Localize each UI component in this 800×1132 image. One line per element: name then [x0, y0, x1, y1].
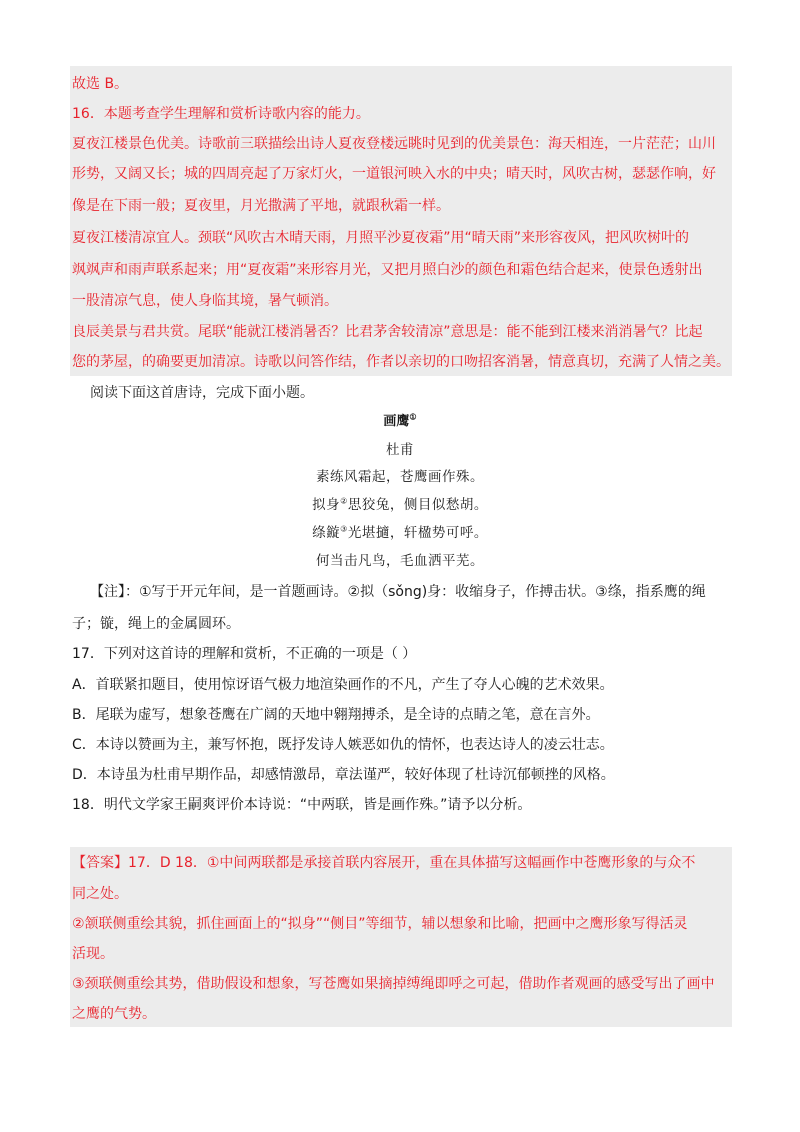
answer-line: 飒飒声和雨声联系起来；用“夏夜霜”来形容月光，又把月照白沙的颜色和霜色结合起来，使景色透射出	[72, 262, 703, 278]
instruction: 阅读下面这首唐诗，完成下面小题。	[90, 385, 314, 401]
question-17: 17．下列对这首诗的理解和赏析，不正确的一项是（ ）	[72, 646, 417, 662]
option-d: D．本诗虽为杜甫早期作品，却感情激昂，章法谨严，较好体现了杜诗沉郁顿挫的风格。	[72, 767, 615, 783]
answer-line: 像是在下雨一般；夏夜里，月光撒满了平地，就跟秋霜一样。	[72, 198, 450, 214]
answer-line: 16．本题考查学生理解和赏析诗歌内容的能力。	[72, 106, 370, 122]
answer-line: 【答案】17．D 18．①中间两联都是承接首联内容展开，重在具体描写这幅画作中苍鹰形象的与众不	[72, 855, 696, 871]
option-a: A．首联紧扣题目，使用惊讶语气极力地渲染画作的不凡，产生了夺人心魄的艺术效果。	[72, 677, 614, 693]
poem-line: 绦鏇③光堪擿，轩楹势可呼。	[312, 524, 488, 541]
answer-line: 故选 B。	[72, 76, 129, 92]
option-b: B．尾联为虚写，想象苍鹰在广阔的天地中翱翔搏杀，是全诗的点睛之笔，意在言外。	[72, 707, 600, 723]
answer-line: 一股清凉气息，使人身临其境，暑气顿消。	[72, 293, 338, 309]
answer-line: 您的茅屋，的确要更加清凉。诗歌以问答作结，作者以亲切的口吻招客消暑，情意真切，充满了人情之美。	[72, 354, 730, 370]
poem-notes-cont: 子；镟，绳上的金属圆环。	[72, 616, 240, 632]
answer-line: ③颈联侧重绘其势，借助假设和想象，写苍鹰如果摘掉缚绳即呼之可起，借助作者观画的感受写出了画中	[72, 976, 715, 992]
poem-line: 拟身②思狡兔，侧目似愁胡。	[312, 496, 488, 513]
answer-line: 形势，又阔又长；城的四周亮起了万家灯火，一道银河映入水的中央；晴天时，风吹古树，瑟瑟作响，好	[72, 166, 716, 182]
answer-block-2	[70, 847, 732, 1027]
poem-author: 杜甫	[386, 442, 414, 458]
poem-title: 画鹰①	[383, 412, 417, 429]
poem-line: 何当击凡鸟，毛血洒平芜。	[316, 553, 484, 569]
poem-notes: 【注】：①写于开元年间，是一首题画诗。②拟（sǒng)身：收缩身子，作搏击状。③绦，指系鹰的绳	[90, 584, 706, 600]
option-c: C．本诗以赞画为主，兼写怀抱，既抒发诗人嫉恶如仇的情怀，也表达诗人的凌云壮志。	[72, 737, 614, 753]
answer-line: 同之处。	[72, 886, 128, 902]
answer-line: ②颔联侧重绘其貌，抓住画面上的“拟身”“侧目”等细节，辅以想象和比喻，把画中之鹰形象写得活灵	[72, 916, 688, 932]
poem-line: 素练风霜起，苍鹰画作殊。	[316, 469, 484, 485]
answer-line: 夏夜江楼景色优美。诗歌前三联描绘出诗人夏夜登楼远眺时见到的优美景色：海天相连，一片茫茫；山川	[72, 136, 716, 152]
answer-line: 良辰美景与君共赏。尾联“能就江楼消暑否？比君茅舍较清凉”意思是：能不能到江楼来消消暑气？比起	[72, 324, 703, 340]
question-18: 18．明代文学家王嗣爽评价本诗说：“中两联，皆是画作殊。”请予以分析。	[72, 797, 532, 813]
answer-line: 之鹰的气势。	[72, 1006, 156, 1022]
answer-line: 活现。	[72, 946, 114, 962]
answer-line: 夏夜江楼清凉宜人。颈联“风吹古木晴天雨，月照平沙夏夜霜”用“晴天雨”来形容夜风，把风吹树叶的	[72, 230, 690, 246]
